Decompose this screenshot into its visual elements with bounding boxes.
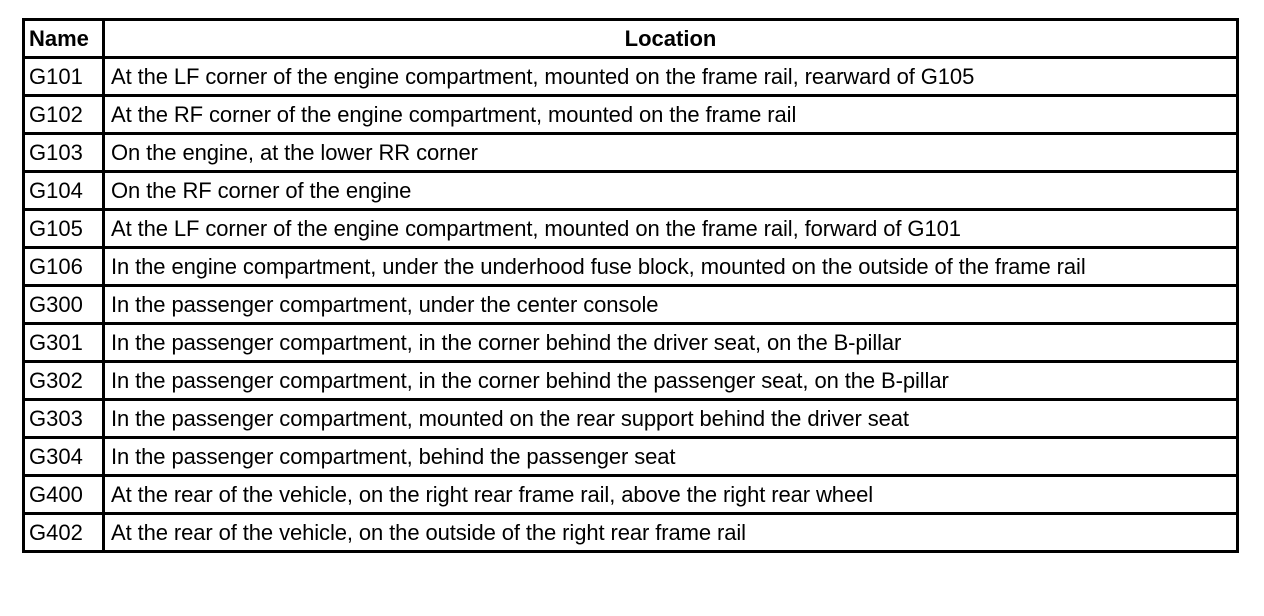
cell-name: G302	[24, 362, 104, 400]
table-row	[24, 96, 1238, 134]
cell-location: In the passenger compartment, under the center console	[104, 286, 1238, 324]
cell-location: In the engine compartment, under the underhood fuse block, mounted on the outside of the frame rail	[104, 248, 1238, 286]
cell-location: At the RF corner of the engine compartment, mounted on the frame rail	[104, 96, 1238, 134]
table-row	[24, 172, 1238, 210]
cell-location: In the passenger compartment, in the corner behind the driver seat, on the B-pillar	[104, 324, 1238, 362]
cell-location: In the passenger compartment, behind the passenger seat	[104, 438, 1238, 476]
column-header-name: Name	[24, 20, 104, 58]
column-header-location: Location	[104, 20, 1238, 58]
cell-name: G400	[24, 476, 104, 514]
cell-location: At the rear of the vehicle, on the right rear frame rail, above the right rear wheel	[104, 476, 1238, 514]
cell-name: G300	[24, 286, 104, 324]
table-row	[24, 58, 1238, 96]
table-row	[24, 134, 1238, 172]
header-row	[24, 20, 1238, 58]
table-row	[24, 248, 1238, 286]
table-row	[24, 324, 1238, 362]
table-row	[24, 286, 1238, 324]
cell-location: At the LF corner of the engine compartment, mounted on the frame rail, rearward of G105	[104, 58, 1238, 96]
cell-name: G106	[24, 248, 104, 286]
table-row	[24, 400, 1238, 438]
table-row	[24, 362, 1238, 400]
cell-location: In the passenger compartment, mounted on the rear support behind the driver seat	[104, 400, 1238, 438]
cell-name: G101	[24, 58, 104, 96]
ground-locations-table	[22, 18, 1239, 553]
cell-name: G402	[24, 514, 104, 552]
cell-location: On the RF corner of the engine	[104, 172, 1238, 210]
table-row	[24, 210, 1238, 248]
cell-location: In the passenger compartment, in the corner behind the passenger seat, on the B-pillar	[104, 362, 1238, 400]
cell-name: G104	[24, 172, 104, 210]
cell-name: G301	[24, 324, 104, 362]
table-row	[24, 438, 1238, 476]
cell-name: G105	[24, 210, 104, 248]
table-header	[24, 20, 1238, 58]
table-row	[24, 476, 1238, 514]
cell-location: At the LF corner of the engine compartment, mounted on the frame rail, forward of G101	[104, 210, 1238, 248]
cell-name: G102	[24, 96, 104, 134]
cell-name: G303	[24, 400, 104, 438]
cell-name: G304	[24, 438, 104, 476]
table-body	[24, 58, 1238, 552]
cell-location: On the engine, at the lower RR corner	[104, 134, 1238, 172]
cell-name: G103	[24, 134, 104, 172]
cell-location: At the rear of the vehicle, on the outside of the right rear frame rail	[104, 514, 1238, 552]
table-row	[24, 514, 1238, 552]
